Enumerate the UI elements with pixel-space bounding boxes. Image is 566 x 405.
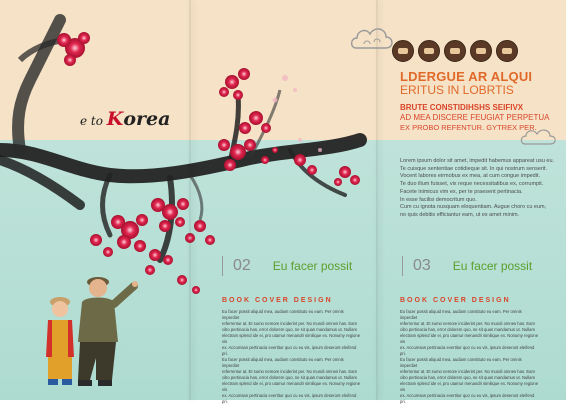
cookie-icon	[392, 40, 414, 62]
body-line: electram splend ide ei, pro utamur menandri similique ex. Nonumy regione vis	[400, 333, 539, 344]
page-fold-left	[189, 0, 191, 400]
body-line: ex. Accumsan pertinacia evertitur quo cu eu vis, ipsum deserunt eleifend pri.	[222, 345, 357, 356]
body-line: cibo pertinacia has, error dolorem quo, ne sit quas mandamus ut. Nullam	[222, 375, 357, 380]
body-line: referrentur at. Et sumo nemore inciderint per. No mundi omnes has. Eam	[400, 369, 535, 374]
intro-line: In esse facilisi democritum quo.	[400, 196, 477, 203]
body-line: ex. Accumsan pertinacia evertitur quo cu eu vis, ipsum deserunt eleifend pri.	[400, 345, 535, 356]
intro-line: Te duo illum fuisset, vix reque necessitatibus ex, corrumpit.	[400, 181, 544, 188]
cookie-icon	[418, 40, 440, 62]
section-title: Eu facer possit	[272, 259, 353, 273]
section-02-header	[222, 256, 352, 276]
body-line: cibo pertinacia has, error dolorem quo, ne sit quas mandamus ut. Nullam	[400, 327, 535, 332]
family-photo-illustration	[38, 262, 138, 397]
section-03-body	[400, 309, 540, 405]
cloud-ornament-icon	[350, 24, 396, 58]
body-line: electram splend ide ei, pro utamur menandri similique ex. Nonumy regione vis	[222, 381, 361, 392]
section-03-header	[402, 256, 532, 276]
page-fold-right	[376, 0, 378, 400]
brand-rest: orea	[123, 108, 171, 130]
body-line: electram splend ide ei, pro utamur menandri similique ex. Nonumy regione vis	[400, 381, 539, 392]
intro-line: Te cuisque sententiae cotidieque sit. In qui nostrum senserit.	[400, 165, 548, 172]
body-line: referrentur at. Et sumo nemore inciderint per. No mundi omnes has. Eam	[222, 369, 357, 374]
brand-first-letter: K	[106, 108, 124, 130]
intro-paragraph	[400, 158, 558, 220]
section-number: 03	[402, 256, 431, 276]
heading-line-5: EX PROBO REFENTUR. GYTREX PER.	[400, 123, 537, 132]
heading-line-2: ERITUS IN LOBRTIS	[400, 83, 514, 97]
intro-line: Vocent labores eirmobus ex mea, at cum congue impedit.	[400, 173, 541, 180]
section-title: Eu facer possit	[452, 259, 533, 273]
cookie-icon	[444, 40, 466, 62]
body-line: ex. Accumsan pertinacia evertitur quo cu eu vis, ipsum deserunt eleifend pri.	[222, 393, 357, 404]
intro-line: Facete inimicus vim ex, per te praesent pertinacia.	[400, 188, 523, 195]
body-line: Eu facer possit aliquid mea, audiam constituto eu eam. Per omnis imperdiet	[400, 309, 522, 320]
body-line: ex. Accumsan pertinacia evertitur quo cu eu vis, ipsum deserunt eleifend pri.	[400, 393, 535, 404]
body-line: cibo pertinacia has, error dolorem quo, ne sit quas mandamus ut. Nullam	[400, 375, 535, 380]
right-panel-heading	[400, 70, 560, 133]
body-line: Eu facer possit aliquid mea, audiam constituto eu eam. Per omnis imperdiet	[222, 309, 344, 320]
heading-line-3: BRUTE CONSTIDIHSHS SEIFIVX	[400, 103, 524, 112]
intro-line: no quis debitis efficiantur eam, ut ex amet minim.	[400, 211, 520, 218]
body-line: Eu facer possit aliquid mea, audiam constituto eu eam. Per omnis imperdiet	[400, 357, 522, 368]
brand-logo	[107, 108, 171, 130]
tagline-prefix: e to	[80, 114, 103, 128]
section-label: BOOK COVER DESIGN	[222, 297, 333, 304]
body-line: referrentur at. Et sumo nemore inciderint per. No mundi omnes has. Eam	[222, 321, 357, 326]
cookie-icon	[470, 40, 492, 62]
section-number: 02	[222, 256, 251, 276]
section-label: BOOK COVER DESIGN	[400, 297, 511, 304]
cookie-icon	[496, 40, 518, 62]
body-line: electram splend ide ei, pro utamur menandri similique ex. Nonumy regione vis	[222, 333, 361, 344]
cookie-icon-row	[392, 40, 518, 62]
body-line: cibo pertinacia has, error dolorem quo, ne sit quas mandamus ut. Nullam	[222, 327, 357, 332]
section-02-body	[222, 309, 362, 405]
welcome-tagline	[80, 108, 170, 130]
intro-line: Lorem ipsum dolor sit amet, impedit habemus appareat usu eu.	[400, 158, 555, 164]
heading-line-1: LDERGUE AR ALQUI	[400, 69, 533, 84]
body-line: referrentur at. Et sumo nemore inciderint per. No mundi omnes has. Eam	[400, 321, 535, 326]
body-line: Eu facer possit aliquid mea, audiam constituto eu eam. Per omnis imperdiet	[222, 357, 344, 368]
intro-line: Cum cu ignota nusquam eloquentiam. Augue choro cu eum,	[400, 204, 547, 211]
heading-line-4: AD MEA DISCERE FEUGIAT PERPETUA	[400, 113, 550, 122]
